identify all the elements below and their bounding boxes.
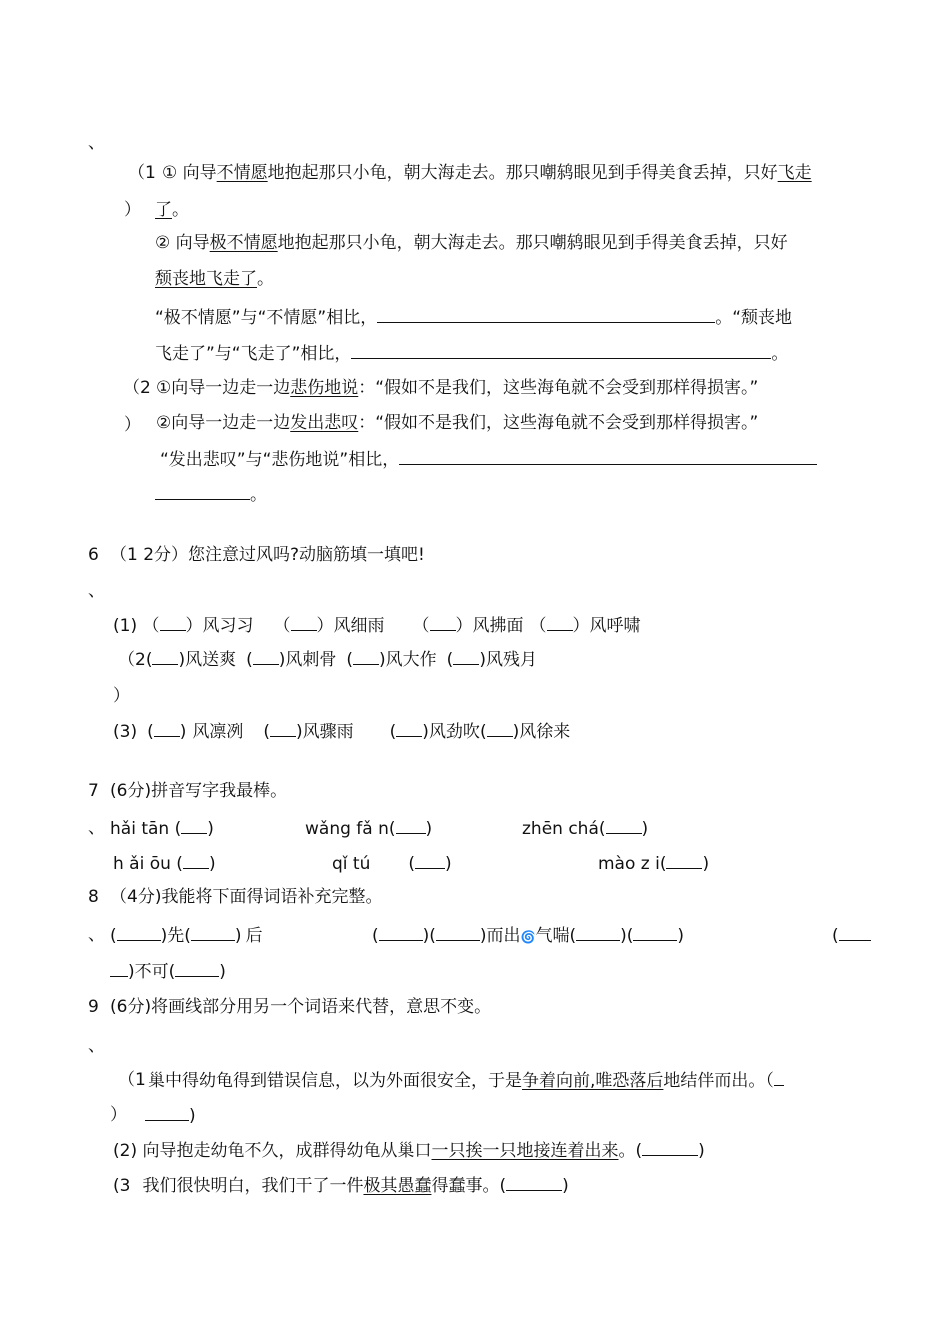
q7-mark: 、 [88, 818, 105, 838]
underlined-phrase: 颓丧地飞走了 [155, 269, 257, 289]
q5-s1-mark: （1 [128, 163, 156, 183]
q5-s2-sentence-b: ②向导一边走一边发出悲叹：“假如不是我们，这些海龟就不会受到那样得损害。” [156, 413, 759, 433]
underlined-phrase: 极其愚蠢 [363, 1176, 432, 1196]
q7-pinyin-1: hǎi tān ( ) [110, 819, 214, 839]
underlined-phrase: 争着向前,唯恐落后 [522, 1071, 664, 1091]
underlined-phrase: 了 [155, 200, 172, 220]
answer-blank[interactable] [155, 483, 250, 500]
answer-blank[interactable] [353, 648, 379, 665]
underlined-phrase: 发出悲叹 [290, 413, 359, 433]
answer-blank[interactable] [396, 720, 422, 737]
answer-blank[interactable] [576, 924, 620, 941]
answer-blank[interactable] [633, 924, 677, 941]
answer-blank[interactable] [110, 960, 128, 977]
answer-blank[interactable] [154, 720, 180, 737]
answer-blank[interactable] [436, 924, 480, 941]
q7-pinyin-5: qǐ tú ( ) [332, 854, 452, 874]
answer-blank[interactable] [506, 1174, 562, 1191]
q5-s1-sentence-a: ① 向导不情愿地抱起那只小龟，朝大海走去。那只嘲鸫眼见到手得美食丢掉，只好飞走 [162, 163, 812, 183]
q5-s1-sentence-b: ② 向导极不情愿地抱起那只小龟，朝大海走去。那只嘲鸫眼见到手得美食丢掉，只好 [155, 233, 788, 253]
q5-s1-sentence-b-end: 颓丧地飞走了。 [155, 269, 274, 289]
underlined-phrase: 极不情愿 [209, 233, 278, 253]
q8-idiom-1: ( )先( ) 后 [110, 926, 263, 946]
q9-s1-mark-close: ） [110, 1105, 127, 1125]
underlined-phrase: 飞走 [777, 163, 812, 183]
q9-sentence-1: 巢中得幼龟得到错误信息，以为外面很安全，于是争着向前,唯恐落后地结伴而出。（ [148, 1069, 784, 1092]
underlined-phrase: 不情愿 [216, 163, 268, 183]
answer-blank[interactable] [396, 817, 426, 834]
q6-number: 6 [88, 545, 99, 565]
underlined-phrase: 一只挨一只地接连着出来 [431, 1141, 619, 1161]
swirl-icon: 🌀 [520, 930, 536, 944]
q8-number: 8 [88, 887, 99, 907]
q9-sentence-2: (2) 向导抱走幼龟不久，成群得幼龟从巢口一只挨一只地接连着出来。( ) [113, 1141, 705, 1161]
q5-compare-2-end: 。 [155, 483, 267, 506]
answer-blank[interactable] [253, 648, 279, 665]
q6-title: （1 2分）您注意过风吗?动脑筋填一填吧! [110, 545, 425, 565]
q9-number: 9 [88, 997, 99, 1017]
answer-blank[interactable] [606, 817, 642, 834]
answer-blank[interactable] [117, 924, 161, 941]
q5-s1-sentence-a-end: 了。 [155, 200, 189, 220]
answer-blank[interactable] [453, 648, 479, 665]
q6-row-1: (1) （ ）风习习 （ ）风细雨 （ ）风拂面 （ ）风呼啸 [113, 616, 641, 636]
q9-title: (6分)将画线部分用另一个词语来代替，意思不变。 [110, 997, 492, 1017]
answer-blank[interactable] [774, 1069, 784, 1086]
q7-number: 7 [88, 781, 99, 801]
q9-sentence-1-end: ) [145, 1104, 196, 1127]
q5-compare-1: “极不情愿”与“不情愿”相比， 。“颓丧地 [155, 308, 793, 328]
answer-blank[interactable] [642, 1139, 698, 1156]
q5-compare-2: “发出悲叹”与“悲伤地说”相比， [160, 448, 817, 471]
answer-blank[interactable] [191, 924, 235, 941]
answer-blank[interactable] [351, 342, 771, 359]
q9-sentence-3: (3 我们很快明白，我们干了一件极其愚蠢得蠢事。( ) [113, 1176, 569, 1196]
q5-s2-mark: （2 [123, 378, 151, 398]
q8-title: （4分)我能将下面得词语补充完整。 [110, 887, 383, 907]
q7-title: (6分)拼音写字我最棒。 [110, 781, 288, 801]
q8-idiom-3-open: ( [832, 924, 871, 947]
q5-compare-1b: 飞走了”与“飞走了”相比， 。 [155, 344, 789, 364]
answer-blank[interactable] [487, 720, 513, 737]
answer-blank[interactable] [377, 306, 715, 323]
answer-blank[interactable] [399, 448, 817, 465]
q6-row-3: (3) ( ) 风凛冽 ( )风骤雨 ( )风劲吹( )风徐来 [113, 722, 571, 742]
answer-blank[interactable] [181, 817, 207, 834]
q7-pinyin-2: wǎng fǎ n( ) [305, 819, 433, 839]
answer-blank[interactable] [430, 614, 456, 631]
q5-s2-mark-close: ） [124, 415, 141, 435]
q6-mark: 、 [88, 581, 105, 601]
q6-row-2-close: ） [113, 686, 130, 706]
q9-mark: 、 [88, 1036, 105, 1056]
answer-blank[interactable] [152, 648, 178, 665]
q9-s1-mark: （1 [118, 1070, 146, 1090]
q5-s1-mark-close: ） [124, 200, 141, 220]
answer-blank[interactable] [291, 614, 317, 631]
answer-blank[interactable] [183, 852, 209, 869]
answer-blank[interactable] [175, 960, 219, 977]
answer-blank[interactable] [145, 1104, 189, 1121]
q5-number-mark: 、 [88, 133, 105, 153]
answer-blank[interactable] [415, 852, 445, 869]
q7-pinyin-3: zhēn chá( ) [522, 819, 649, 839]
answer-blank[interactable] [666, 852, 702, 869]
answer-blank[interactable] [379, 924, 423, 941]
q8-idiom-2: ( )( )而出🌀气喘( )( ) [372, 926, 685, 946]
q7-pinyin-4: h ǎi ōu ( ) [113, 854, 216, 874]
q8-mark: 、 [88, 925, 105, 945]
q7-pinyin-6: mào z i( ) [598, 854, 710, 874]
underlined-phrase: 悲伤地说 [290, 378, 359, 398]
answer-blank[interactable] [547, 614, 573, 631]
answer-blank[interactable] [270, 720, 296, 737]
answer-blank[interactable] [160, 614, 186, 631]
q5-s2-sentence-a: ①向导一边走一边悲伤地说：“假如不是我们，这些海龟就不会受到那样得损害。” [156, 378, 759, 398]
q8-idiom-3: )不可( ) [110, 960, 226, 983]
answer-blank[interactable] [839, 924, 871, 941]
q6-row-2: （2( )风送爽 ( )风刺骨 ( )风大作 ( )风残月 [118, 650, 537, 670]
